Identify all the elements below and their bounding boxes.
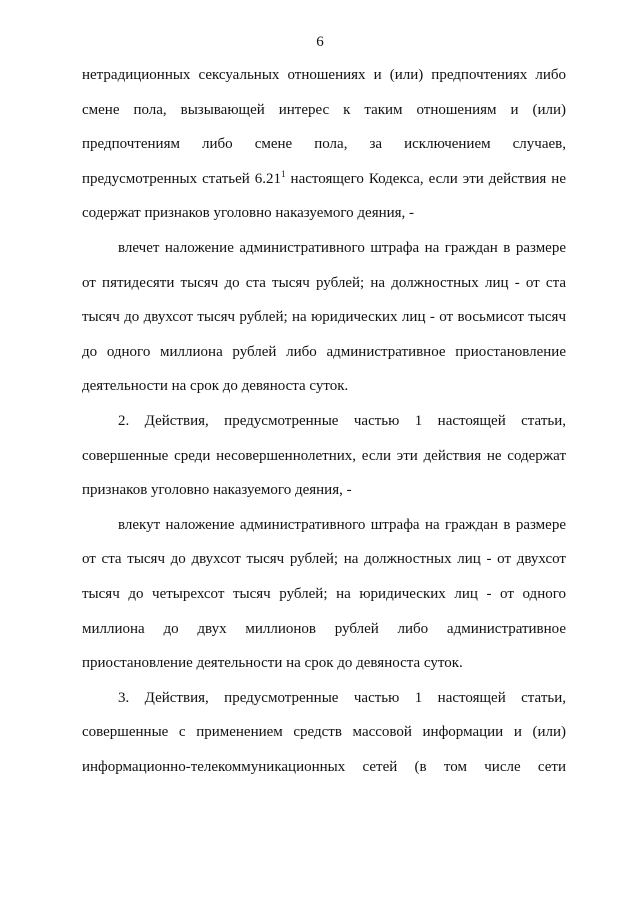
text-line: информационно-телекоммуникационных сетей (в том числе сети <box>82 758 566 775</box>
text-line: деятельности на срок до девяноста суток. <box>82 378 349 395</box>
body-text <box>82 58 566 784</box>
text-line: до одного миллиона рублей либо административное приостановление <box>82 343 566 360</box>
text-line: тысяч до двухсот тысяч рублей; на юридических лиц - от восьмисот тысяч <box>82 309 566 326</box>
text-line: приостановление деятельности на срок до девяноста суток. <box>82 655 463 672</box>
text-line: предпочтениям либо смене пола, за исключением случаев, <box>82 136 566 153</box>
superscript: 1 <box>281 168 286 179</box>
text-line: от пятидесяти тысяч до ста тысяч рублей; на должностных лиц - от ста <box>82 274 566 291</box>
text-line: совершенные с применением средств массовой информации и (или) <box>82 724 566 741</box>
text-line: тысяч до четырехсот тысяч рублей; на юридических лиц - от одного <box>82 585 566 602</box>
text-line: от ста тысяч до двухсот тысяч рублей; на должностных лиц - от двухсот <box>82 551 566 568</box>
text-line: 2. Действия, предусмотренные частью 1 настоящей статьи, <box>118 412 566 429</box>
text-line: содержат признаков уголовно наказуемого деяния, - <box>82 205 415 222</box>
text-segment: настоящего Кодекса, если эти действия не <box>285 170 566 187</box>
text-line: влекут наложение административного штрафа на граждан в размере <box>118 516 566 533</box>
text-line: влечет наложение административного штрафа на граждан в размере <box>118 239 566 256</box>
text-line: совершенные среди несовершеннолетних, если эти действия не содержат <box>82 447 566 464</box>
text-line: миллиона до двух миллионов рублей либо административное <box>82 620 566 637</box>
text-line <box>82 162 566 197</box>
text-line: признаков уголовно наказуемого деяния, - <box>82 482 352 499</box>
text-segment: предусмотренных статьей 6.21 <box>82 170 282 187</box>
page-number: 6 <box>316 34 324 50</box>
text-line: смене пола, вызывающей интерес к таким отношениям и (или) <box>82 101 566 118</box>
text-line: 3. Действия, предусмотренные частью 1 настоящей статьи, <box>118 689 566 706</box>
text-line: нетрадиционных сексуальных отношениях и (или) предпочтениях либо <box>82 67 566 83</box>
